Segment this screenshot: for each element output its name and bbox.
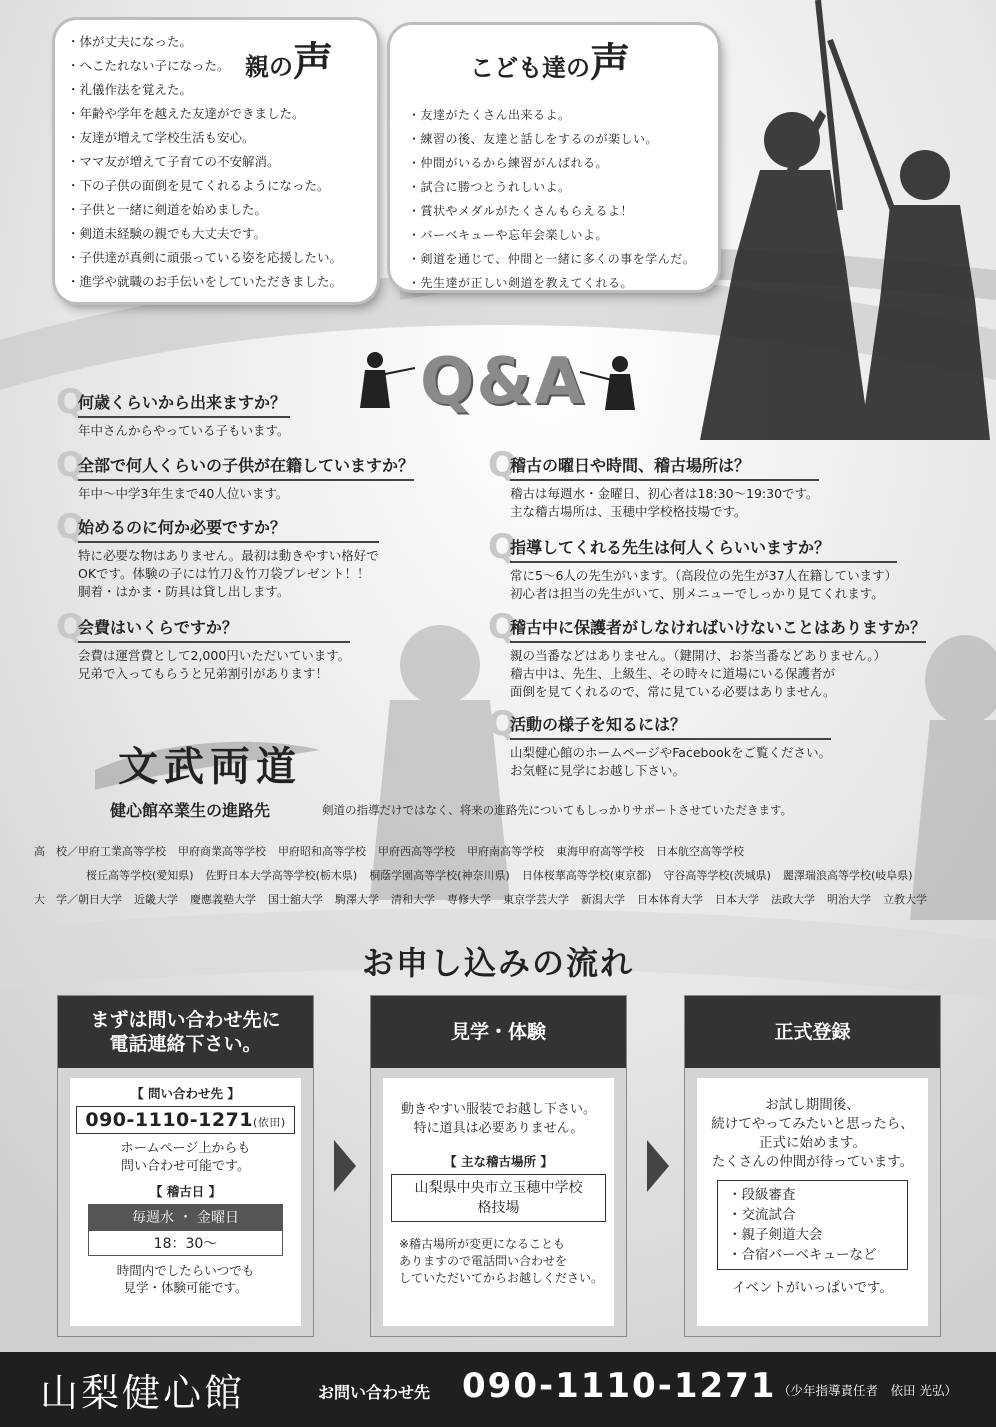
contact-phone[interactable] — [76, 1106, 294, 1134]
qa-item — [56, 607, 351, 683]
practice-day-label: 【 稽古日 】 — [149, 1184, 222, 1199]
high-school-row-1 — [34, 843, 768, 859]
school-name: 近畿大学 — [134, 893, 178, 906]
parents-voice-heading-small: 親の — [245, 53, 293, 81]
qa-item — [488, 527, 898, 603]
school-name: 麗澤瑞浪高等学校(岐阜県) — [782, 869, 913, 882]
kids-voice-list — [408, 103, 695, 295]
voice-item: ・へこたれない子になった。 — [67, 58, 230, 73]
voice-item: ・試合に勝つとうれしいよ。 — [408, 180, 571, 194]
q-badge: Q — [56, 445, 85, 485]
visit-note: 時間内でしたらいつでも 見学・体験可能です。 — [116, 1263, 255, 1295]
flow-arrow-2 — [647, 1140, 669, 1192]
answer: 年中～中学3年生まで40人位います。 — [78, 486, 289, 501]
voice-item: ・ママ友が増えて子育ての不安解消。 — [67, 154, 280, 169]
school-name: 桐蔭学園高等学校(神奈川県) — [369, 869, 510, 882]
flow-step-3-head: 正式登録 — [685, 996, 940, 1068]
school-name: 東京学芸大学 — [503, 893, 569, 906]
school-name: 清和大学 — [391, 893, 435, 906]
voice-item: ・バーベキューや忘年会楽しいよ。 — [408, 228, 609, 242]
school-name: 日体桜華高等学校(東京都) — [521, 869, 652, 882]
qa-item — [488, 445, 819, 521]
practice-days: 毎週水 ・ 金曜日 — [88, 1204, 283, 1230]
voice-item: ・賞状やメダルがたくさんもらえるよ！ — [408, 204, 634, 218]
event-item: ・親子剣道大会 — [728, 1227, 823, 1243]
question: 指導してくれる先生は何人くらいいますか？ — [510, 535, 897, 563]
career-heading: 健心館卒業生の進路先 — [110, 801, 271, 820]
voice-item: ・友達がたくさん出来るよ。 — [408, 108, 571, 122]
school-name: 東海甲府高等学校 — [556, 845, 644, 858]
qa-item — [56, 507, 379, 601]
voice-item: ・年齢や学年を越えた友達ができました。 — [67, 106, 305, 121]
university-label: 大 学／ — [34, 893, 78, 906]
school-name: 専修大学 — [447, 893, 491, 906]
voice-item: ・子供達が真剣に頑張っている姿を応援したい。 — [67, 250, 343, 265]
event-item: ・段級審査 — [728, 1187, 796, 1203]
flow-arrow-1 — [334, 1140, 356, 1192]
voice-item: ・子供と一緒に剣道を始めました。 — [67, 202, 268, 217]
voice-item: ・練習の後、友達と話しをするのが楽しい。 — [408, 132, 659, 146]
voice-item: ・礼儀作法を覚えた。 — [67, 82, 193, 97]
contact-phone-number: 090-1110-1271 — [85, 1109, 254, 1131]
contact-phone-note: (依田) — [253, 1116, 286, 1129]
flow-title: お申し込みの流れ — [361, 944, 634, 982]
dojo-name: 山梨健心館 — [40, 1371, 246, 1415]
voice-item: ・下の子供の面倒を見てくれるようになった。 — [67, 178, 330, 193]
event-list — [717, 1180, 908, 1270]
q-badge: Q — [56, 382, 85, 422]
q-badge: Q — [488, 607, 517, 647]
q-badge: Q — [488, 527, 517, 567]
contact-label: 【 問い合わせ先 】 — [131, 1086, 240, 1101]
footer-bar — [0, 1352, 996, 1427]
high-school-row-2 — [86, 867, 925, 883]
qa-item — [56, 382, 290, 440]
qa-item — [488, 704, 831, 780]
school-name: 慶應義塾大学 — [190, 893, 256, 906]
voice-item: ・進学や就職のお手伝いをしていただきました。 — [67, 274, 343, 289]
event-item: ・合宿バーベキューなど — [728, 1247, 877, 1263]
parents-voice-box — [55, 20, 377, 302]
qa-item — [488, 607, 927, 701]
voice-item: ・先生達が正しい剣道を教えてくれる。 — [408, 276, 634, 290]
university-row — [34, 891, 951, 907]
bunbu-title: 文武両道 — [118, 743, 302, 790]
school-name: 駒澤大学 — [335, 893, 379, 906]
answer: 会費は運営費として2,000円いただいています。 兄弟で入ってもらうと兄弟割引があります！ — [78, 648, 351, 681]
q-badge: Q — [56, 607, 85, 647]
voice-item: ・剣道未経験の親でも大丈夫です。 — [67, 226, 267, 241]
flow-step-3-body — [697, 1078, 928, 1326]
question: 稽古中に保護者がしなければいけないことはありますか？ — [510, 615, 926, 643]
q-badge: Q — [488, 704, 517, 744]
school-name: 佐野日本大学高等学校(栃木県) — [205, 869, 358, 882]
answer: 年中さんからやっている子もいます。 — [78, 423, 290, 438]
place-label: 【 主な稽古場所 】 — [444, 1154, 553, 1169]
q-badge: Q — [56, 507, 85, 547]
school-name: 甲府商業高等学校 — [178, 845, 266, 858]
high-school-label: 高 校／ — [34, 845, 78, 858]
answer: 親の当番などはありません。（鍵開け、お茶当番などありません。） 稽古中は、先生、上級生、その時々に道場にいる保護者が 面倒を見てくれるので、常に見ている必要はありません。 — [510, 648, 887, 699]
school-name: 甲府昭和高等学校 — [278, 845, 366, 858]
school-name: 明治大学 — [827, 893, 871, 906]
school-name: 日本体育大学 — [637, 893, 703, 906]
answer: 稽古は毎週水・金曜日、初心者は18:30～19:30です。 主な稽古場所は、玉穂中学校格技場です。 — [510, 486, 819, 519]
school-name: 国士舘大学 — [268, 893, 323, 906]
practice-place: 山梨県中央市立玉穂中学校 格技場 — [391, 1174, 606, 1222]
place-note: ※稽古場所が変更になることも ありますので電話問い合わせを していただいてからお越しください。 — [399, 1237, 604, 1285]
flow-step-3 — [684, 995, 941, 1337]
flow-step-2 — [370, 995, 627, 1337]
web-note: ホームページ上からも 問い合わせ可能です。 — [120, 1141, 251, 1174]
school-name: 甲府南高等学校 — [467, 845, 544, 858]
kids-voice-heading-small: こども達の — [470, 54, 590, 82]
voice-item: ・剣道を通じて、仲間と一緒に多くの事を学んだ。 — [408, 252, 696, 266]
flow-step-1-head: まずは問い合わせ先に 電話連絡下さい。 — [58, 996, 313, 1068]
practice-time: 18：30～ — [88, 1230, 283, 1256]
question: 稽古の曜日や時間、稽古場所は？ — [510, 453, 819, 481]
events-footer: イベントがいっぱいです。 — [732, 1280, 893, 1296]
kids-voice-heading-big: 声 — [590, 39, 630, 86]
flow-step-1-body — [70, 1078, 301, 1326]
school-name: 日本大学 — [715, 893, 759, 906]
step2-text: 動きやすい服装でお越し下さい。 特に道具は必要ありません。 — [400, 1102, 596, 1136]
school-name: 法政大学 — [771, 893, 815, 906]
voice-item: ・体が丈夫になった。 — [67, 34, 193, 49]
flow-step-2-head: 見学・体験 — [371, 996, 626, 1068]
answer: 常に5～6人の先生がいます。（高段位の先生が37人在籍しています） 初心者は担当の先生がいて、別メニューでしっかり見てくれます。 — [510, 568, 898, 601]
qa-item — [56, 445, 415, 503]
kids-voice-box — [390, 25, 718, 290]
school-name: 甲府工業高等学校 — [78, 845, 166, 858]
kids-voice-heading — [470, 31, 630, 88]
voice-item: ・友達が増えて学校生活も安心。 — [67, 130, 255, 145]
voice-item: ・仲間がいるから練習がんばれる。 — [408, 156, 609, 170]
question: 活動の様子を知るには？ — [510, 712, 831, 740]
answer: 山梨健心館のホームページやFacebookをご覧ください。 お気軽に見学にお越し下さい。 — [510, 745, 831, 778]
question: 何歳くらいから出来ますか？ — [78, 390, 290, 418]
question: 全部で何人くらいの子供が在籍していますか？ — [78, 453, 414, 481]
step3-text: お試し期間後、 続けてやってみたいと思ったら、 正式に始めます。 たくさんの仲間が待っています。 — [711, 1097, 914, 1170]
footer-contact-label: お問い合わせ先 — [318, 1383, 431, 1402]
question: 会費はいくらですか？ — [78, 615, 350, 643]
parents-voice-heading-big: 声 — [293, 38, 333, 85]
qa-title: Q&A — [420, 345, 586, 419]
school-name: 守谷高等学校(茨城県) — [663, 869, 771, 882]
event-item: ・交流試合 — [728, 1207, 796, 1223]
school-name: 桜丘高等学校(愛知県) — [86, 869, 194, 882]
career-note: 剣道の指導だけではなく、将来の進路先についてもしっかりサポートさせていただきます。 — [322, 803, 793, 817]
footer-person: （少年指導責任者 依田 光弘） — [778, 1383, 957, 1398]
answer: 特に必要な物はありません。最初は動きやすい格好で OKです。体験の子には竹刀＆竹刀袋プレゼント！！ 胴着・はかま・防具は貸し出します。 — [78, 548, 379, 599]
school-name: 立教大学 — [883, 893, 927, 906]
flow-step-1 — [57, 995, 314, 1337]
parents-voice-list — [67, 30, 342, 294]
q-badge: Q — [488, 445, 517, 485]
school-name: 朝日大学 — [78, 893, 122, 906]
flow-step-2-body — [383, 1078, 614, 1326]
school-name: 新潟大学 — [581, 893, 625, 906]
footer-phone[interactable]: 090-1110-1271 — [462, 1366, 777, 1406]
school-name: 日本航空高等学校 — [656, 845, 744, 858]
question: 始めるのに何か必要ですか？ — [78, 515, 379, 543]
school-name: 甲府西高等学校 — [378, 845, 455, 858]
